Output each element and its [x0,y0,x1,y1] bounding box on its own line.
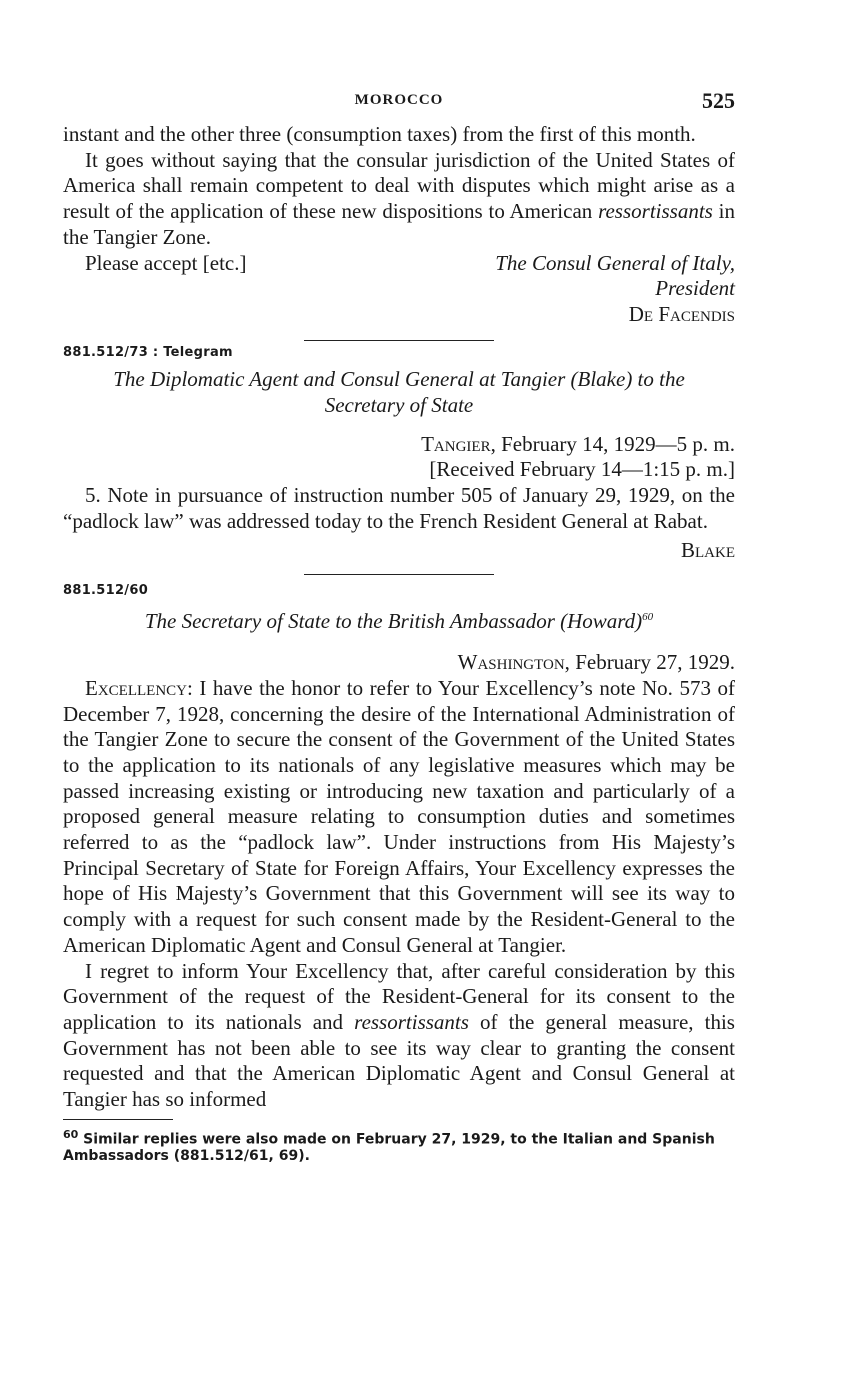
letter-paragraph: Excellency: I have the honor to refer to Your Excellency’s note No. 573 of December 7, 1928, concerning the desire of the International Administration of the Tangier Zone to secure the consent of the Government of the United States to the application to its nationals of any legislative measures which may be passed increasing existing or introducing new taxation and particularly of a proposed general measure relating to consumption duties and sometimes referred to as the “padlock law”. Under instructions from His Majesty’s Principal Secretary of State for Foreign Affairs, Your Excellency expresses the hope of His Majesty’s Government that this Government will see its way to comply with a request for such consent made by the Resident-General to the American Diplomatic Agent and Consul General at Tangier. [63,675,735,957]
page-header [63,88,735,122]
signer-name: Blake [681,538,735,563]
closing-row [63,251,735,277]
page-number: 525 [702,88,735,113]
document-title: The Secretary of State to the British Ambassador (Howard)$^{60}$ [144,609,654,634]
signer-name: De Facendis [628,301,735,326]
footnote: $^{60}$ Similar replies were also made on February 27, 1929, to the Italian and Spanish Ambassadors (881.512/61, 69). [63,1127,715,1165]
running-head: MOROCCO [354,92,444,108]
dateline: Tangier, February 14, 1929—5 p. m. [421,431,735,456]
footnote-divider [63,1119,173,1120]
continuation-paragraph: instant and the other three (consumption taxes) from the first of this month. [63,122,696,146]
footnote-ref: 60 [642,611,654,624]
signer-title: The Consul General of Italy, [495,250,735,275]
closing-phrase: Please accept [etc.] [85,250,247,275]
file-number: 881.512/60 [63,583,149,599]
telegram-body: 5. Note in pursuance of instruction number 505 of January 29, 1929, on the “padlock law” was addressed today to the French Resident General at Rabat. [63,483,735,533]
file-number: 881.512/73 : Telegram [63,344,233,360]
document-page [63,88,735,1165]
document-title: The Diplomatic Agent and Consul General at Tangier (Blake) to the Secretary of State [113,366,685,417]
footnote-marker: 60 [63,1127,79,1141]
received-line: [Received February 14—1:15 p. m.] [429,457,735,482]
italic-term: ressortissants [354,1009,469,1034]
letter-paragraph: I regret to inform Your Excellency that, after careful consideration by this Government of the request of the Resident-General for its consent to the application to its nationals and ressortissants of the general measure, this Government has not been able to see its way clear to granting the consent requested and that the American Diplomatic Agent and Consul General at Tangier has so informed [63,958,735,1112]
section-divider [304,574,494,575]
section-divider [304,340,494,341]
jurisdiction-paragraph: It goes without saying that the consular jurisdiction of the United States of America shall remain competent to deal with disputes which might arise as a result of the application of these new dispositions to American ressortissants in the Tangier Zone. [63,147,735,249]
salutation: Excellency: [85,675,193,700]
italic-term: ressortissants [598,199,713,224]
signer-role: President [655,276,735,301]
dateline: Washington, February 27, 1929. [457,650,735,675]
